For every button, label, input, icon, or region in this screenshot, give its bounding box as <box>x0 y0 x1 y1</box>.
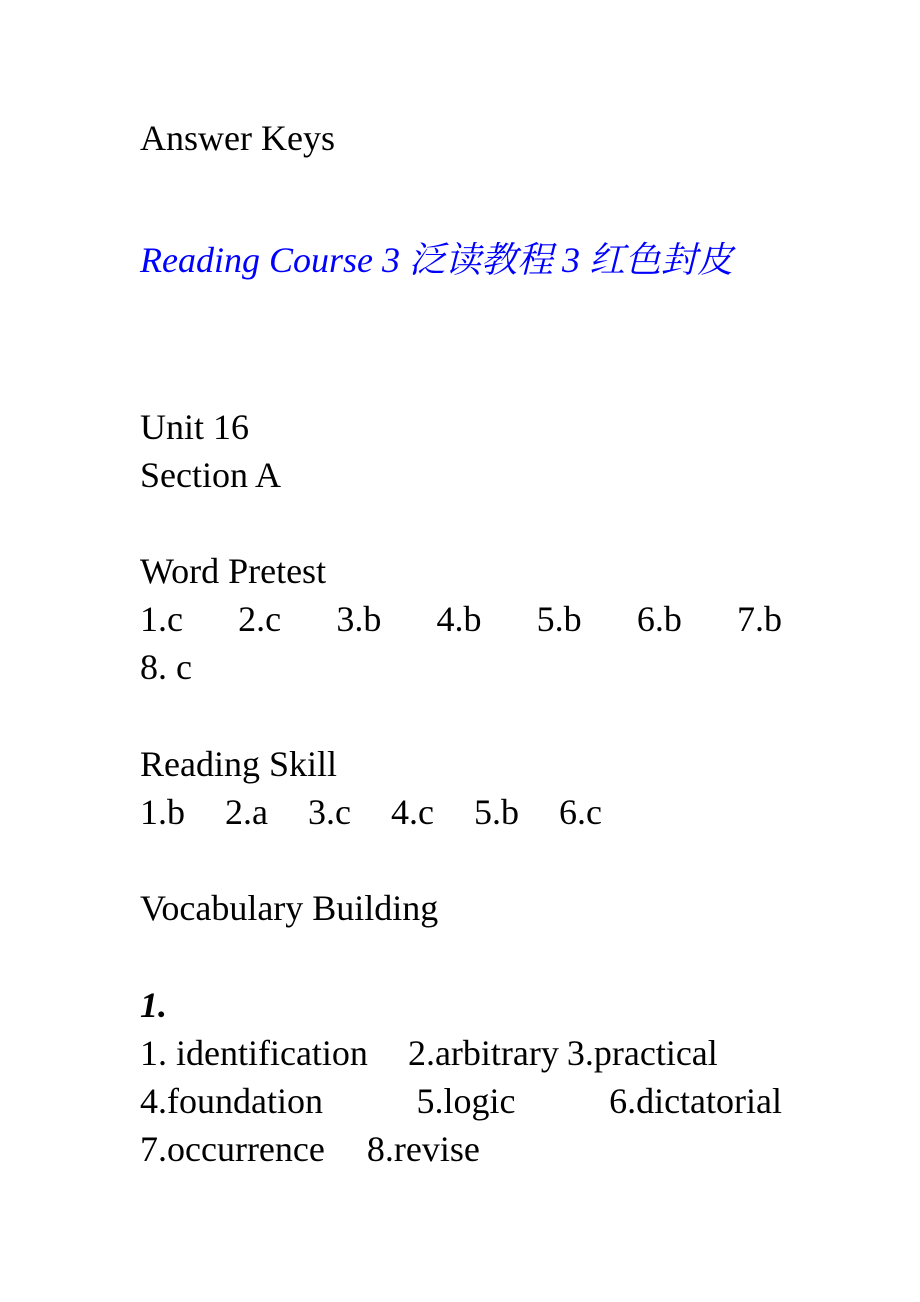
vocabulary-building-title: Vocabulary Building <box>140 888 439 928</box>
answer-item: 1.c <box>140 599 183 639</box>
reading-skill-title: Reading Skill <box>140 744 337 784</box>
document-page <box>140 0 782 1302</box>
vocabulary-answers-row-1 <box>140 1033 782 1073</box>
answer-item: 4.c <box>390 792 434 832</box>
answer-item: 3.b <box>336 599 382 639</box>
reading-skill-answers <box>140 792 602 832</box>
vocabulary-answers-row-2 <box>140 1081 782 1121</box>
section-label: Section A <box>140 455 281 495</box>
word-pretest-title: Word Pretest <box>140 551 327 591</box>
answer-item: 3.c <box>307 792 351 832</box>
answer-item: 2.arbitrary <box>407 1033 559 1073</box>
answer-item: 5.logic <box>416 1081 516 1121</box>
answer-item: 3.practical <box>566 1033 718 1073</box>
answer-item: 7.b <box>737 599 782 639</box>
course-title: Reading Course 3 泛读教程 3 红色封皮 <box>140 240 733 280</box>
answer-item: 8.revise <box>366 1129 480 1169</box>
answer-item: 2.c <box>238 599 282 639</box>
word-pretest-answers-continued <box>140 647 192 687</box>
unit-label: Unit 16 <box>140 407 250 447</box>
answer-item: 8. c <box>140 647 192 687</box>
answer-item: 6.c <box>558 792 602 832</box>
answer-item: 5.b <box>473 792 519 832</box>
answer-item: 4.b <box>436 599 482 639</box>
answer-item: 5.b <box>536 599 582 639</box>
answer-item: 6.dictatorial <box>609 1081 782 1121</box>
page-heading: Answer Keys <box>140 118 335 158</box>
answer-item: 4.foundation <box>140 1081 323 1121</box>
vocabulary-answers-row-3 <box>140 1129 480 1169</box>
answer-item: 1.b <box>140 792 185 832</box>
vocabulary-part-number: 1. <box>140 985 167 1025</box>
answer-item: 1. identification <box>140 1033 368 1073</box>
word-pretest-answers <box>140 599 782 639</box>
answer-item: 6.b <box>636 599 682 639</box>
answer-item: 7.occurrence <box>140 1129 325 1169</box>
answer-item: 2.a <box>225 792 268 832</box>
